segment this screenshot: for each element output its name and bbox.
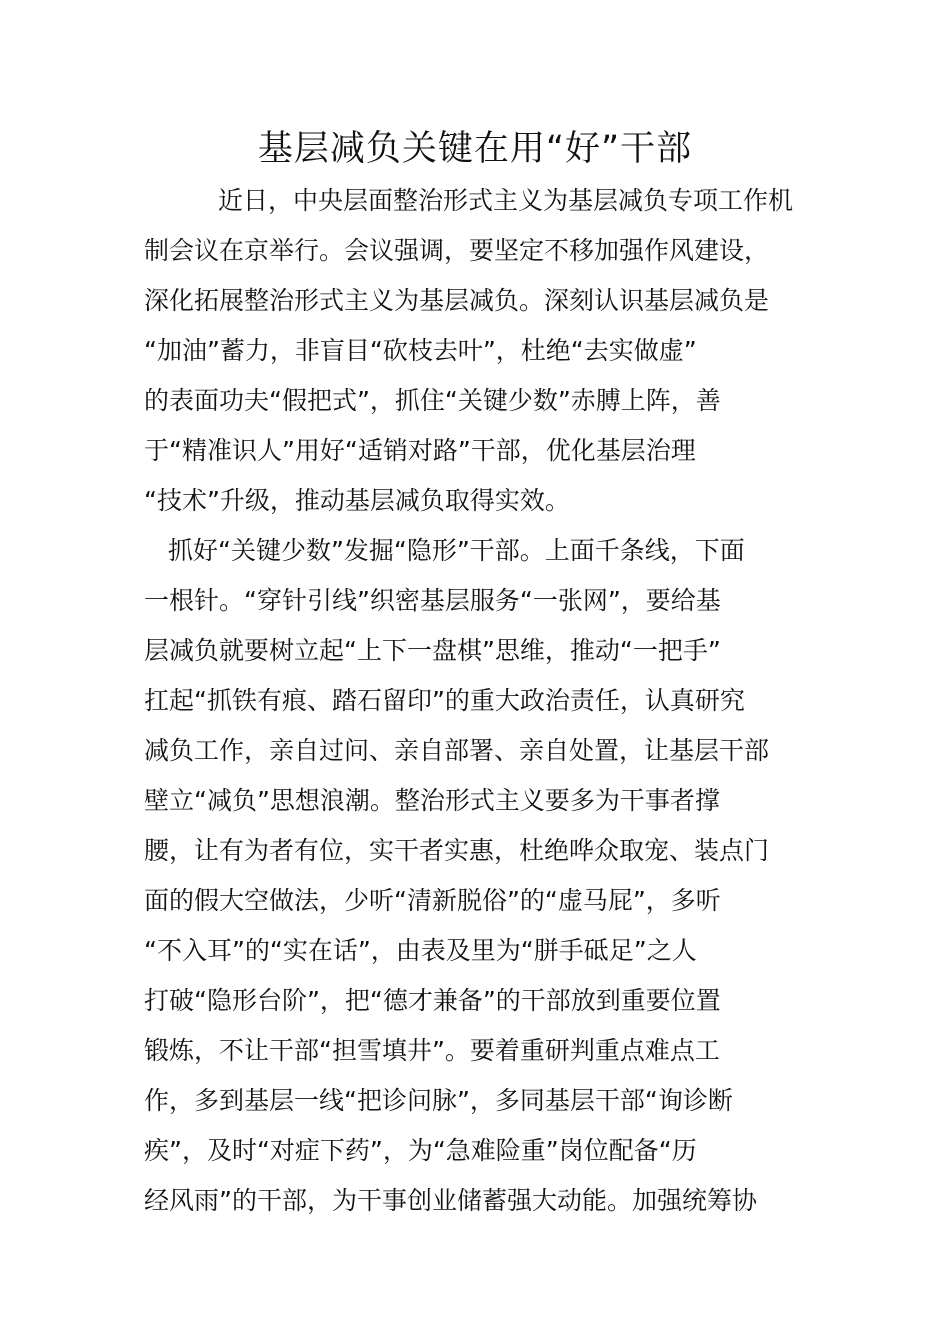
document-title: 基层减负关键在用“好”干部 <box>257 129 693 169</box>
paragraph-line: “加油”蓄力，非盲目“砍枝去叶”，杜绝“去实做虚” <box>144 336 697 365</box>
paragraph-line: 深化拓展整治形式主义为基层减负。深刻认识基层减负是 <box>144 286 770 315</box>
paragraph-line: 的表面功夫“假把式”，抓住“关键少数”赤膊上阵，善 <box>144 386 721 415</box>
paragraph-line: 扛起“抓铁有痕、踏石留印”的重大政治责任，认真研究 <box>144 686 745 715</box>
paragraph-line: 打破“隐形台阶”，把“德才兼备”的干部放到重要位置 <box>144 986 721 1015</box>
paragraph-line: 疾”，及时“对症下药”，为“急难险重”岗位配备“历 <box>144 1136 697 1165</box>
paragraph-line: “不入耳”的“实在话”，由表及里为“胼手砥足”之人 <box>144 936 697 965</box>
paragraph-line: 制会议在京举行。会议强调，要坚定不移加强作风建设， <box>144 236 770 265</box>
paragraph-line: “技术”升级，推动基层减负取得实效。 <box>144 486 570 515</box>
paragraph-line: 腰，让有为者有位，实干者实惠，杜绝哗众取宠、装点门 <box>144 836 770 865</box>
paragraph-line: 层减负就要树立起“上下一盘棋”思维，推动“一把手” <box>144 636 721 665</box>
paragraph-line: 抓好“关键少数”发掘“隐形”干部。上面千条线，下面 <box>168 536 745 565</box>
paragraph-line: 经风雨”的干部，为干事创业储蓄强大动能。加强统筹协 <box>144 1186 757 1215</box>
paragraph-line: 一根针。“穿针引线”织密基层服务“一张网”，要给基 <box>144 586 721 615</box>
paragraph-line: 壁立“减负”思想浪潮。整治形式主义要多为干事者撑 <box>144 786 720 815</box>
paragraph-line: 面的假大空做法，少听“清新脱俗”的“虚马屁”，多听 <box>144 886 721 915</box>
paragraph-line: 作，多到基层一线“把诊问脉”，多同基层干部“询诊断 <box>144 1086 733 1115</box>
paragraph-line: 于“精准识人”用好“适销对路”干部，优化基层治理 <box>144 436 696 465</box>
paragraph-line: 减负工作，亲自过问、亲自部署、亲自处置，让基层干部 <box>144 736 770 765</box>
paragraph-line: 近日，中央层面整治形式主义为基层减负专项工作机 <box>218 186 794 215</box>
paragraph-line: 锻炼，不让干部“担雪填井”。要着重研判重点难点工 <box>144 1036 720 1065</box>
document-body <box>144 176 812 1226</box>
